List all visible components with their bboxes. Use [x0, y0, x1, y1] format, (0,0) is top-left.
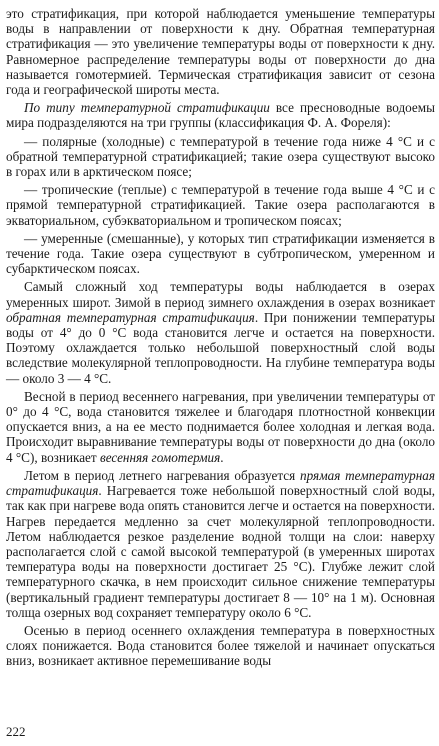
- text-run: все пресноводные водоемы мира подразделяются на три группы (классификация Ф. А. Фореля):: [6, 100, 435, 131]
- italic-term: По типу температурной стратификации: [24, 100, 270, 116]
- paragraph-temperate-lakes: [6, 231, 435, 277]
- text-run: Весной в период весеннего нагревания, при увеличении температуры от 0° до 4 °С, вода становится тяжелее и благодаря плотностной конвекции опускается вниз, а на ее место поднимается более холодная и легкая вода. Происходит выравнивание температуры воды от поверхности до дна (около 4 °С), возникает: [6, 388, 435, 465]
- italic-term: весенняя гомотермия: [99, 449, 221, 465]
- paragraph-winter-cooling: [6, 279, 435, 385]
- page-text-body: [6, 6, 435, 669]
- text-run: Самый сложный ход температуры воды наблюдается в озерах умеренных широт. Зимой в период зимнего охлаждения в озерах возникает: [6, 279, 435, 310]
- italic-term: прямая температурная стратификация: [6, 467, 435, 499]
- text-run: — умеренные (смешанные), у которых тип стратификации изменяется в течение года. Такие озера существуют в субтропическом, умеренном и субарктическом поясах.: [6, 230, 435, 277]
- paragraph-tropical-lakes: [6, 182, 435, 228]
- paragraph-stratification-intro: [6, 6, 435, 97]
- text-run: . Нагревается тоже небольшой поверхностный слой воды, так как при нагреве вода опять становится легче и остается на поверхности. Нагрев передается медленно за счет молекулярной теплопроводности. Летом наблюдается резкое разделение водной толщи на слои: наверху располагается слой с самой высокой температурой (в умеренных широтах температура воды на поверхности достигает 25 °С). Глубже лежит слой температурного скачка, в нем происходит сильное снижение температуры (вертикальный градиент температуры достигает 8 — 10° на 1 м). Основная толща озерных вод сохраняет температуру около 6 °С.: [6, 483, 435, 620]
- paragraph-autumn-cooling: [6, 623, 435, 669]
- paragraph-classification-forel: [6, 100, 435, 130]
- text-run: .: [220, 449, 224, 465]
- paragraph-spring-heating: [6, 389, 435, 465]
- text-run: Летом в период летнего нагревания образуется: [24, 467, 301, 483]
- text-run: — полярные (холодные) с температурой в течение года ниже 4 °С и с обратной температурной стратификацией; такие озера существуют высоко в горах или в арктическом поясе;: [6, 133, 435, 180]
- page-number: 222: [6, 724, 26, 739]
- paragraph-polar-lakes: [6, 134, 435, 180]
- text-run: . При понижении температуры воды от 4° до 0 °С вода становится легче и остается на поверхности. Поэтому охлаждается только небольшой поверхностный слой воды вследствие молекулярной теплопроводности. На глубине температура воды — около 3 — 4 °С.: [6, 309, 435, 386]
- paragraph-summer-heating: [6, 468, 435, 620]
- text-run: — тропические (теплые) с температурой в течение года выше 4 °С и с прямой температурной стратификацией. Такие озера располагаются в экваториальном, субэкваториальном и тропическом поясах;: [6, 182, 435, 228]
- text-run: Осенью в период осеннего охлаждения температура в поверхностных слоях понижается. Вода становится более тяжелой и начинает опускаться вниз, возникает активное перемешивание воды: [6, 622, 435, 669]
- text-run: это стратификация, при которой наблюдается уменьшение температуры воды в направлении от поверхности к дну. Обратная температурная стратификация — это увеличение температуры воды от поверхности к дну. Равномерное распределение температуры воды от поверхности до дна называется гомотермией. Термическая стратификация зависит от сезона года и географической широты места.: [6, 6, 435, 98]
- italic-term: обратная температурная стратификация: [6, 309, 255, 325]
